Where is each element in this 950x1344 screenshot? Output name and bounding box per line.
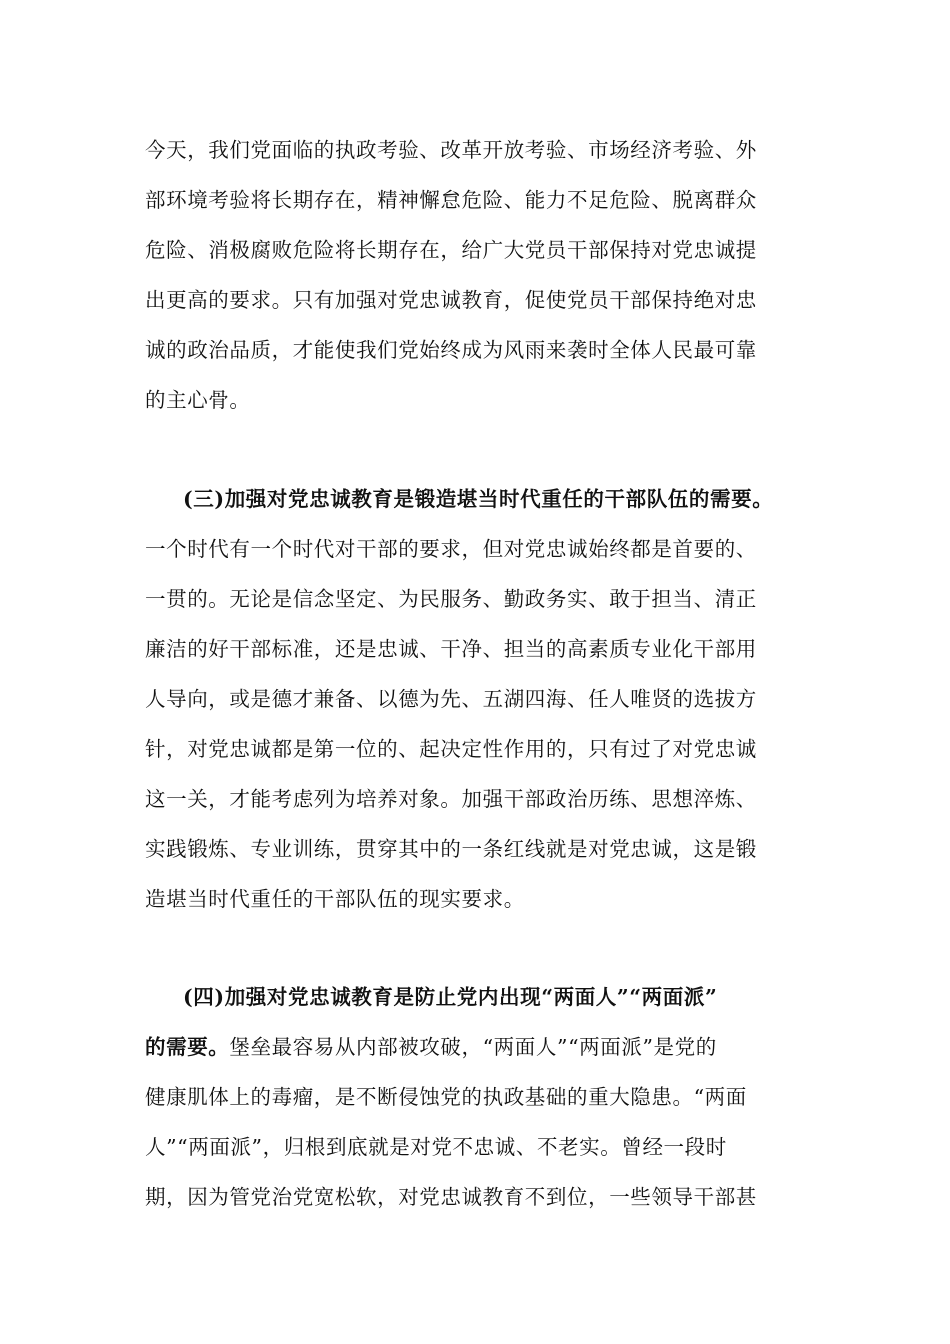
section-3-line: 一贯的。无论是信念坚定、为民服务、勤政务实、敢于担当、清正 [145, 587, 757, 611]
paragraph-1-line: 部环境考验将长期存在，精神懈怠危险、能力不足危险、脱离群众 [145, 188, 757, 212]
section-4-heading-line-2 [145, 1032, 845, 1062]
section-3-line: 造堪当时代重任的干部队伍的现实要求。 [145, 887, 525, 911]
section-3-line: 人导向，或是德才兼备、以德为先、五湖四海、任人唯贤的选拔方 [145, 687, 757, 711]
section-3-heading: (三)加强对党忠诚教育是锻造堪当时代重任的干部队伍的需要。 [183, 487, 774, 511]
paragraph-1-line: 的主心骨。 [145, 388, 251, 412]
section-3-line: 这一关，才能考虑列为培养对象。加强干部政治历练、思想淬炼、 [145, 787, 757, 811]
paragraph-1-line: 危险、消极腐败危险将长期存在，给广大党员干部保持对党忠诚提 [145, 238, 757, 262]
section-4-line: 期，因为管党治党宽松软，对党忠诚教育不到位，一些领导干部甚 [145, 1185, 757, 1209]
section-4-heading: (四)加强对党忠诚教育是防止党内出现“两面人”“两面派” [183, 985, 718, 1009]
paragraph-1-line: 诚的政治品质，才能使我们党始终成为风雨来袭时全体人民最可靠 [145, 338, 757, 362]
section-4-text-start: 堡垒最容易从内部被攻破，“两面人”“两面派”是党的 [229, 1035, 717, 1059]
paragraph-1-line: 出更高的要求。只有加强对党忠诚教育，促使党员干部保持绝对忠 [145, 288, 757, 312]
section-4-line: 健康肌体上的毒瘤，是不断侵蚀党的执政基础的重大隐患。“两面 [145, 1085, 747, 1109]
section-4-line: 人”“两面派”，归根到底就是对党不忠诚、不老实。曾经一段时 [145, 1135, 727, 1159]
section-3-line: 廉洁的好干部标准，还是忠诚、干净、担当的高素质专业化干部用 [145, 637, 757, 661]
section-3-line: 一个时代有一个时代对干部的要求，但对党忠诚始终都是首要的、 [145, 537, 757, 561]
paragraph-1-line: 今天，我们党面临的执政考验、改革开放考验、市场经济考验、外 [145, 138, 757, 162]
section-4-heading-end: 的需要。 [145, 1035, 230, 1059]
section-3-line: 针，对党忠诚都是第一位的、起决定性作用的，只有过了对党忠诚 [145, 737, 757, 761]
section-3-line: 实践锻炼、专业训练，贯穿其中的一条红线就是对党忠诚，这是锻 [145, 837, 757, 861]
